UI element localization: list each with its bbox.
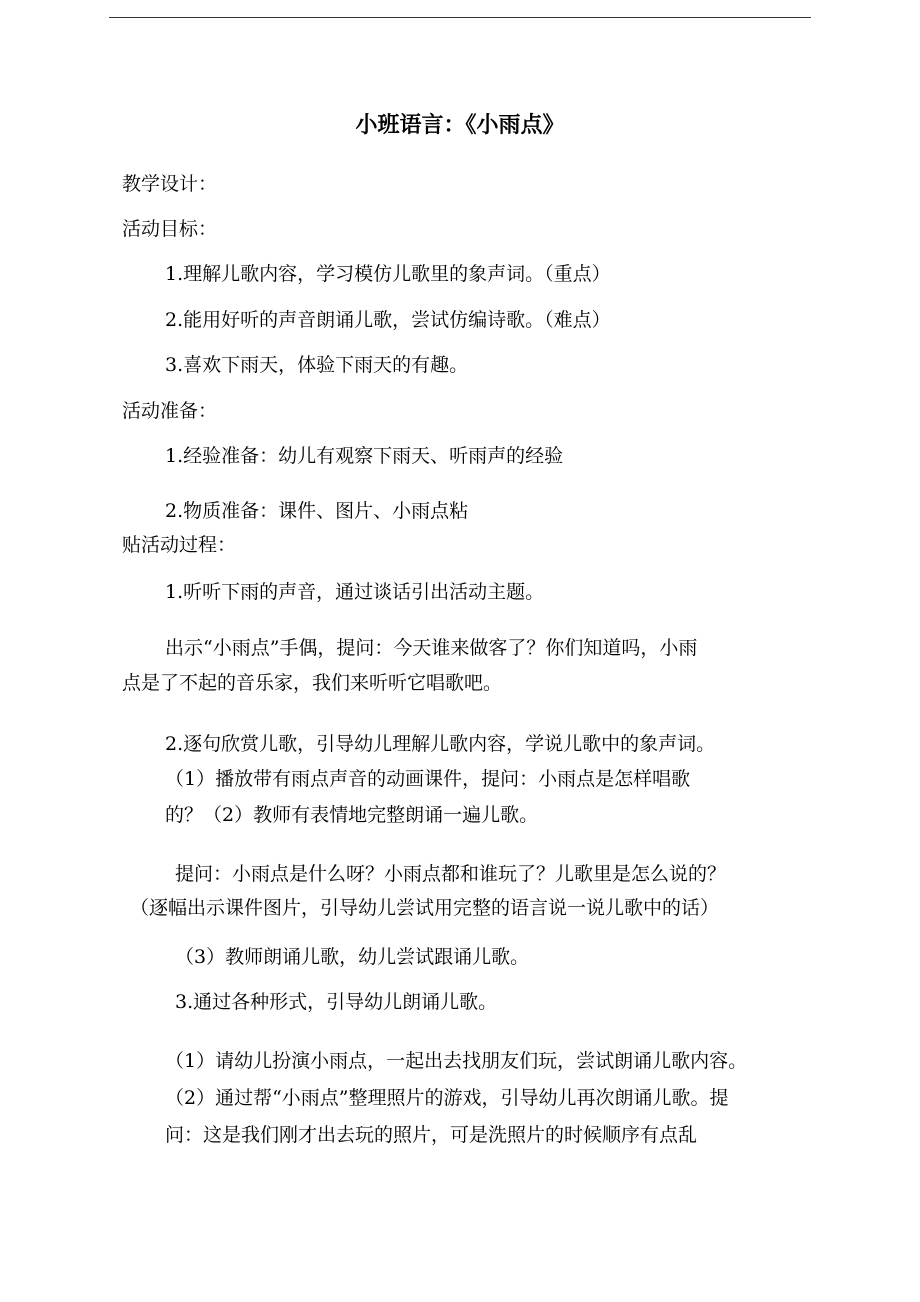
paragraph-line: 提问：小雨点是什么呀？小雨点都和谁玩了？儿歌里是怎么说的？ [175, 863, 727, 885]
paragraph-line: 的？（2）教师有表情地完整朗诵一遍儿歌。 [165, 804, 539, 826]
paragraph-line: 点是了不起的音乐家，我们来听听它唱歌吧。 [122, 672, 503, 694]
paragraph-line: 问：这是我们刚才出去玩的照片，可是洗照片的时候顺序有点乱 [165, 1124, 698, 1146]
objective-item-1: 1.理解儿歌内容，学习模仿儿歌里的象声词。（重点） [165, 263, 611, 285]
section-heading-teaching-design: 教学设计： [122, 173, 218, 195]
preparation-item-2: 2.物质准备：课件、图片、小雨点粘 [165, 500, 469, 522]
paragraph-line: （逐幅出示课件图片，引导幼儿尝试用完整的语言说一说儿歌中的话） [130, 897, 720, 919]
paragraph-line: （2）通过帮“小雨点”整理照片的游戏，引导幼儿再次朗诵儿歌。提 [165, 1087, 729, 1109]
objective-item-2: 2.能用好听的声音朗诵儿歌，尝试仿编诗歌。（难点） [165, 309, 611, 331]
process-step-1: 1.听听下雨的声音，通过谈话引出活动主题。 [165, 581, 545, 603]
page-title: 小班语言：《小雨点》 [355, 112, 565, 138]
section-heading-preparation: 活动准备： [122, 400, 218, 422]
process-step-2: 2.逐句欣赏儿歌，引导幼儿理解儿歌内容，学说儿歌中的象声词。 [165, 733, 716, 755]
preparation-item-1: 1.经验准备：幼儿有观察下雨天、听雨声的经验 [165, 445, 564, 467]
section-heading-objectives: 活动目标： [122, 218, 218, 240]
header-rule [109, 17, 811, 18]
paragraph-line: （1）播放带有雨点声音的动画课件，提问：小雨点是怎样唱歌 [165, 768, 691, 790]
paragraph-line: 出示“小雨点”手偶，提问：今天谁来做客了？你们知道吗，小雨 [165, 637, 698, 659]
paragraph-line: （1）请幼儿扮演小雨点，一起出去找朋友们玩，尝试朗诵儿歌内容。 [165, 1050, 748, 1072]
objective-item-3: 3.喜欢下雨天，体验下雨天的有趣。 [165, 354, 469, 376]
paragraph-line: （3）教师朗诵儿歌，幼儿尝试跟诵儿歌。 [175, 946, 530, 968]
section-heading-process: 贴活动过程： [122, 534, 237, 556]
process-step-3: 3.通过各种形式，引导幼儿朗诵儿歌。 [175, 991, 498, 1013]
